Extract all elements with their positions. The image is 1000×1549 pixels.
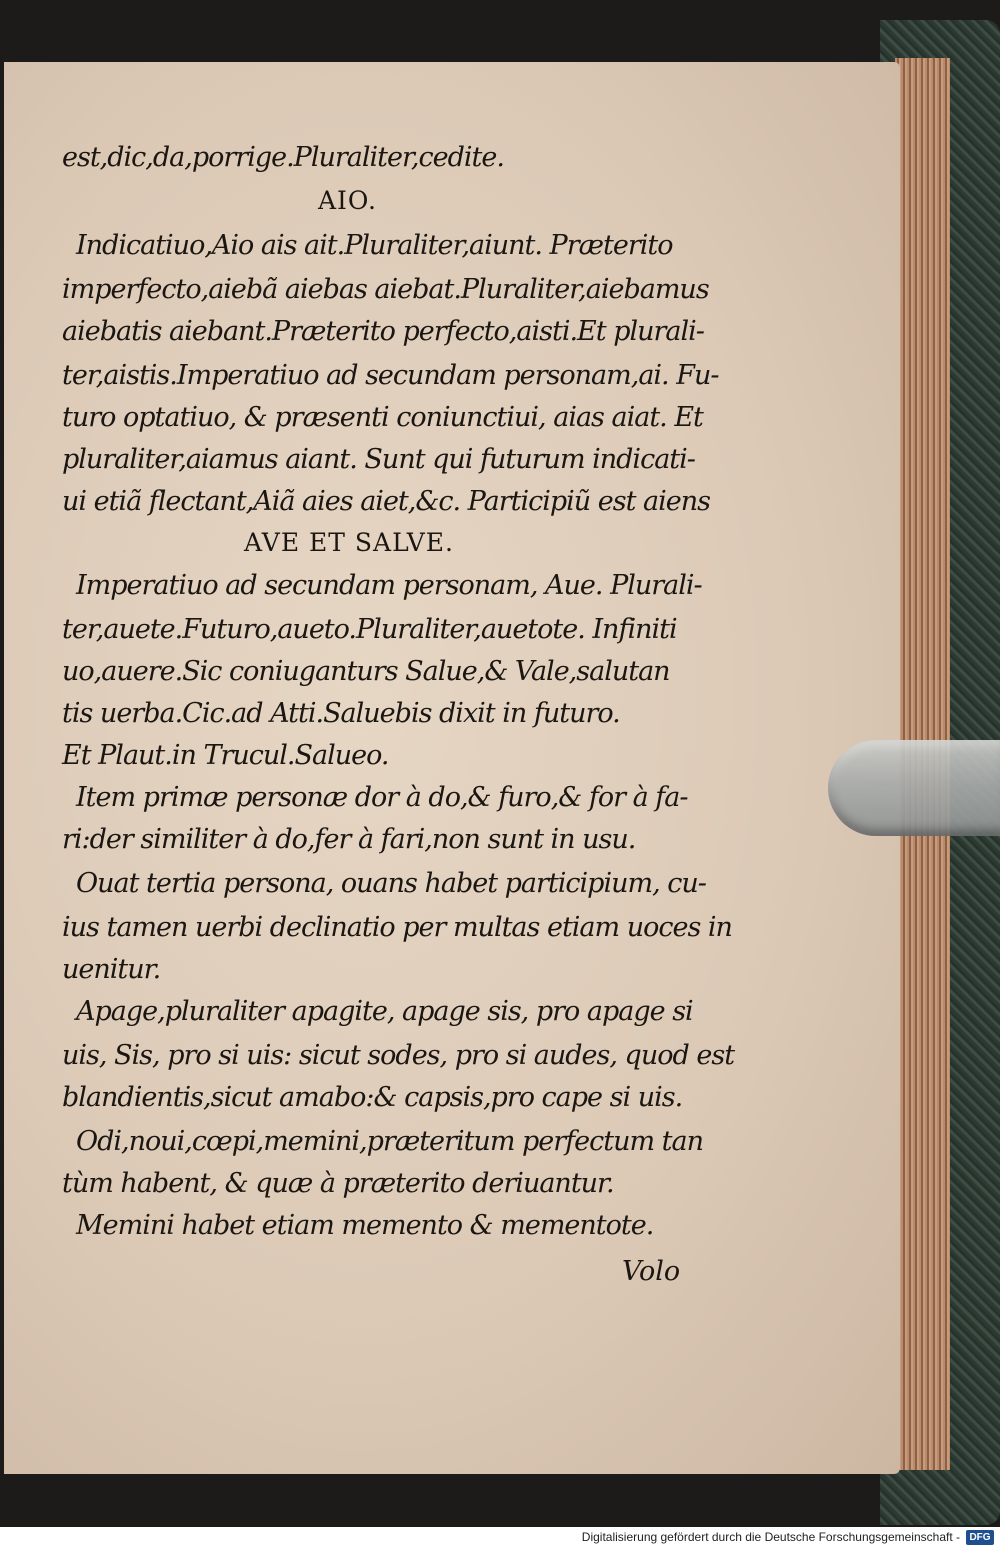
text-line: Imperatiuo ad secundam personam, Aue. Plurali- bbox=[76, 570, 702, 601]
text-line: turo optatiuo, & præsenti coniunctiui, aias aiat. Et bbox=[62, 402, 703, 433]
text-line: pluraliter,aiamus aiant. Sunt qui futurum indicati- bbox=[62, 444, 695, 475]
text-line: tùm habent, & quæ à præterito deriuantur. bbox=[62, 1168, 614, 1199]
text-line: Indicatiuo,Aio ais ait.Pluraliter,aiunt. Præterito bbox=[76, 230, 673, 261]
text-line: ui etiã flectant,Aiã aies aiet,&c. Participiũ est aiens bbox=[62, 486, 710, 517]
text-line: ius tamen uerbi declinatio per multas etiam uoces in bbox=[62, 912, 732, 943]
text-line: Item primæ personæ dor à do,& furo,& for à fa- bbox=[76, 782, 688, 813]
text-line: ter,aistis.Imperatiuo ad secundam personam,ai. Fu- bbox=[62, 360, 719, 391]
book-clasp bbox=[828, 740, 1000, 836]
text-line: uis, Sis, pro si uis: sicut sodes, pro si audes, quod est bbox=[62, 1040, 735, 1071]
text-line: Odi,noui,cœpi,memini,præteritum perfectum tan bbox=[76, 1126, 704, 1157]
text-line: Ouat tertia persona, ouans habet participium, cu- bbox=[76, 868, 706, 899]
text-line: ter,auete.Futuro,aueto.Pluraliter,auetote. Infiniti bbox=[62, 614, 677, 645]
catchword: Volo bbox=[622, 1256, 681, 1287]
text-line: blandientis,sicut amabo:& capsis,pro cape si uis. bbox=[62, 1082, 683, 1113]
text-line: imperfecto,aiebã aiebas aiebat.Pluraliter,aiebamus bbox=[62, 274, 709, 305]
text-line: ri:der similiter à do,fer à fari,non sunt in usu. bbox=[62, 824, 636, 855]
text-line: uenitur. bbox=[62, 954, 161, 985]
footer-bar bbox=[0, 1527, 1000, 1549]
section-heading-ave-et-salve: AVE ET SALVE. bbox=[244, 528, 454, 557]
text-line: Et Plaut.in Trucul.Salueo. bbox=[62, 740, 389, 771]
text-line: tis uerba.Cic.ad Atti.Saluebis dixit in futuro. bbox=[62, 698, 620, 729]
text-line: aiebatis aiebant.Præterito perfecto,aisti.Et plurali- bbox=[62, 316, 704, 347]
text-line: est,dic,da,porrige.Pluraliter,cedite. bbox=[62, 142, 504, 173]
book-page bbox=[4, 62, 900, 1474]
section-heading-aio: AIO. bbox=[318, 186, 377, 215]
text-line: Memini habet etiam memento & mementote. bbox=[76, 1210, 654, 1241]
dfg-logo-icon: DFG bbox=[966, 1530, 994, 1545]
text-line: uo,auere.Sic coniuganturs Salue,& Vale,salutan bbox=[62, 656, 670, 687]
text-line: Apage,pluraliter apagite, apage sis, pro apage si bbox=[76, 996, 693, 1027]
footer-credit: Digitalisierung gefördert durch die Deutsche Forschungsgemeinschaft - bbox=[581, 1530, 960, 1544]
